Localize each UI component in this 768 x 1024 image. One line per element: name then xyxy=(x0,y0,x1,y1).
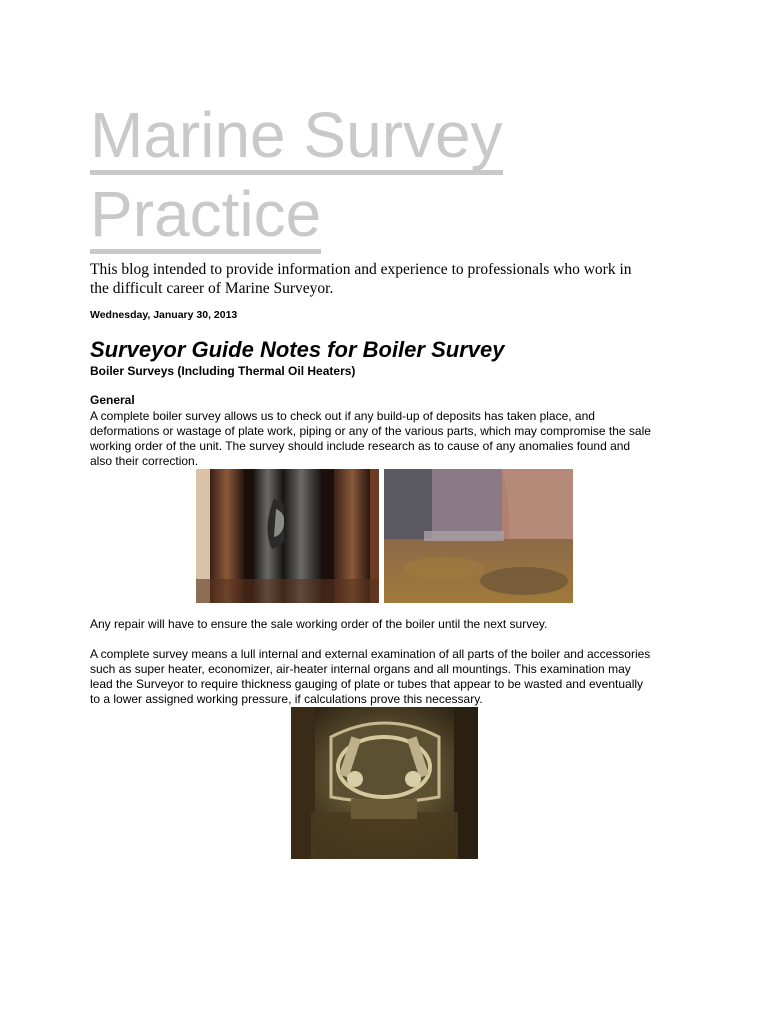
blog-title[interactable] xyxy=(90,96,690,254)
paragraph-line: Any repair will have to ensure the sale working order of the boiler until the next survey. xyxy=(90,617,548,631)
paragraph-complete-survey xyxy=(90,647,680,707)
section-heading-general: General xyxy=(90,393,135,407)
paragraph-line: deformations or wastage of plate work, piping or any of the various parts, which may compromise the sale xyxy=(90,424,651,438)
post-date: Wednesday, January 30, 2013 xyxy=(90,309,238,321)
paragraph-line: A complete boiler survey allows us to check out if any build-up of deposits has taken place, and xyxy=(90,409,595,423)
paragraph-line: also their correction. xyxy=(90,454,199,468)
blog-title-link-line1[interactable]: Marine Survey xyxy=(90,100,503,175)
paragraph-line: A complete survey means a lull internal and external examination of all parts of the boiler and accessories xyxy=(90,647,651,661)
paragraph-line: such as super heater, economizer, air-heater internal organs and all mountings. This examination may xyxy=(90,662,631,676)
boiler-tubes-corrosion-photo xyxy=(196,469,379,603)
post-title[interactable]: Surveyor Guide Notes for Boiler Survey xyxy=(90,337,505,362)
paragraph-line: to a lower assigned working pressure, if calculations prove this necessary. xyxy=(90,692,483,706)
paragraph-repair xyxy=(90,617,680,632)
paragraph-line: working order of the unit. The survey should include research as to cause of any anomalies found and xyxy=(90,439,631,453)
boiler-furnace-interior-photo xyxy=(291,707,478,859)
post-subtitle: Boiler Surveys (Including Thermal Oil Heaters) xyxy=(90,364,356,378)
paragraph-line: lead the Surveyor to require thickness gauging of plate or tubes that appear to be wasted and eventually xyxy=(90,677,644,691)
blog-description xyxy=(90,260,690,298)
blog-description-line: This blog intended to provide information and experience to professionals who work in xyxy=(90,261,632,278)
blog-title-link-line2[interactable]: Practice xyxy=(90,179,321,254)
boiler-plate-wastage-photo xyxy=(384,469,573,603)
blog-description-line: the difficult career of Marine Surveyor. xyxy=(90,280,334,297)
paragraph-intro xyxy=(90,409,680,469)
